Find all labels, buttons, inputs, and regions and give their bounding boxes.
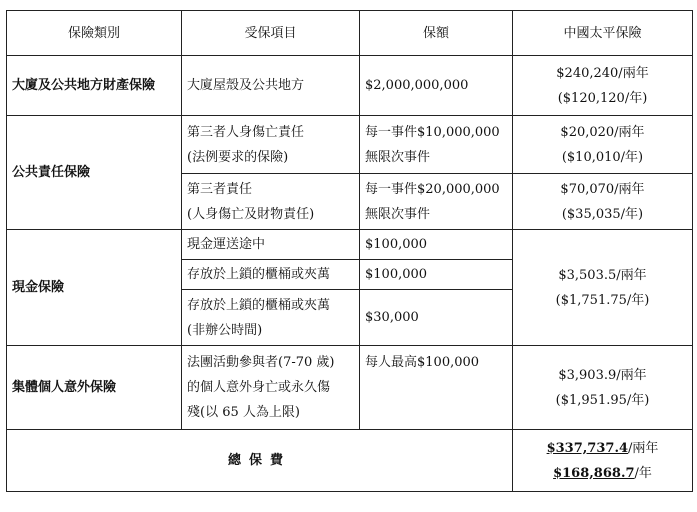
header-category: 保險類別 (7, 11, 182, 56)
category-property: 大廈及公共地方財產保險 (7, 56, 182, 116)
item-cash-3: 存放於上鎖的櫃桶或夾萬 (非辦公時間) (182, 290, 360, 346)
amount-liability-1: 每一事件$10,000,000 無限次事件 (360, 116, 513, 174)
total-annual-value: $168,868.7 (553, 465, 635, 481)
table-row (7, 116, 693, 174)
amount-cash-3: $30,000 (360, 290, 513, 346)
amount-accident: 每人最高$100,000 (360, 346, 513, 430)
total-annual-suffix: /年 (634, 465, 652, 481)
category-cash: 現金保險 (7, 230, 182, 346)
insurance-table (6, 10, 693, 492)
item-cash-2: 存放於上鎖的櫃桶或夾萬 (182, 260, 360, 290)
item-liability-2: 第三者責任 (人身傷亡及財物責任) (182, 174, 360, 230)
table-row (7, 230, 693, 260)
category-liability: 公共責任保險 (7, 116, 182, 230)
item-property: 大廈屋殼及公共地方 (182, 56, 360, 116)
amount-cash-1: $100,000 (360, 230, 513, 260)
total-year-value: $337,737.4 (546, 440, 629, 456)
item-accident: 法團活動參與者(7-70 歲) 的個人意外身亡或永久傷 殘(以 65 人為上限) (182, 346, 360, 430)
item-cash-1: 現金運送途中 (182, 230, 360, 260)
total-row (7, 430, 693, 492)
table-row (7, 56, 693, 116)
total-year-suffix: /兩年 (628, 440, 659, 456)
amount-cash-2: $100,000 (360, 260, 513, 290)
premium-accident: $3,903.9/兩年 ($1,951.95/年) (513, 346, 693, 430)
premium-liability-2: $70,070/兩年 ($35,035/年) (513, 174, 693, 230)
total-label: 總保費 (7, 430, 513, 492)
header-amount: 保額 (360, 11, 513, 56)
amount-liability-2: 每一事件$20,000,000 無限次事件 (360, 174, 513, 230)
premium-property: $240,240/兩年 ($120,120/年) (513, 56, 693, 116)
total-premium (513, 430, 693, 492)
header-insurer: 中國太平保險 (513, 11, 693, 56)
premium-liability-1: $20,020/兩年 ($10,010/年) (513, 116, 693, 174)
table-header-row (7, 11, 693, 56)
header-item: 受保項目 (182, 11, 360, 56)
item-liability-1: 第三者人身傷亡責任 (法例要求的保險) (182, 116, 360, 174)
table-row (7, 346, 693, 430)
category-accident: 集體個人意外保險 (7, 346, 182, 430)
amount-property: $2,000,000,000 (360, 56, 513, 116)
premium-cash: $3,503.5/兩年 ($1,751.75/年) (513, 230, 693, 346)
